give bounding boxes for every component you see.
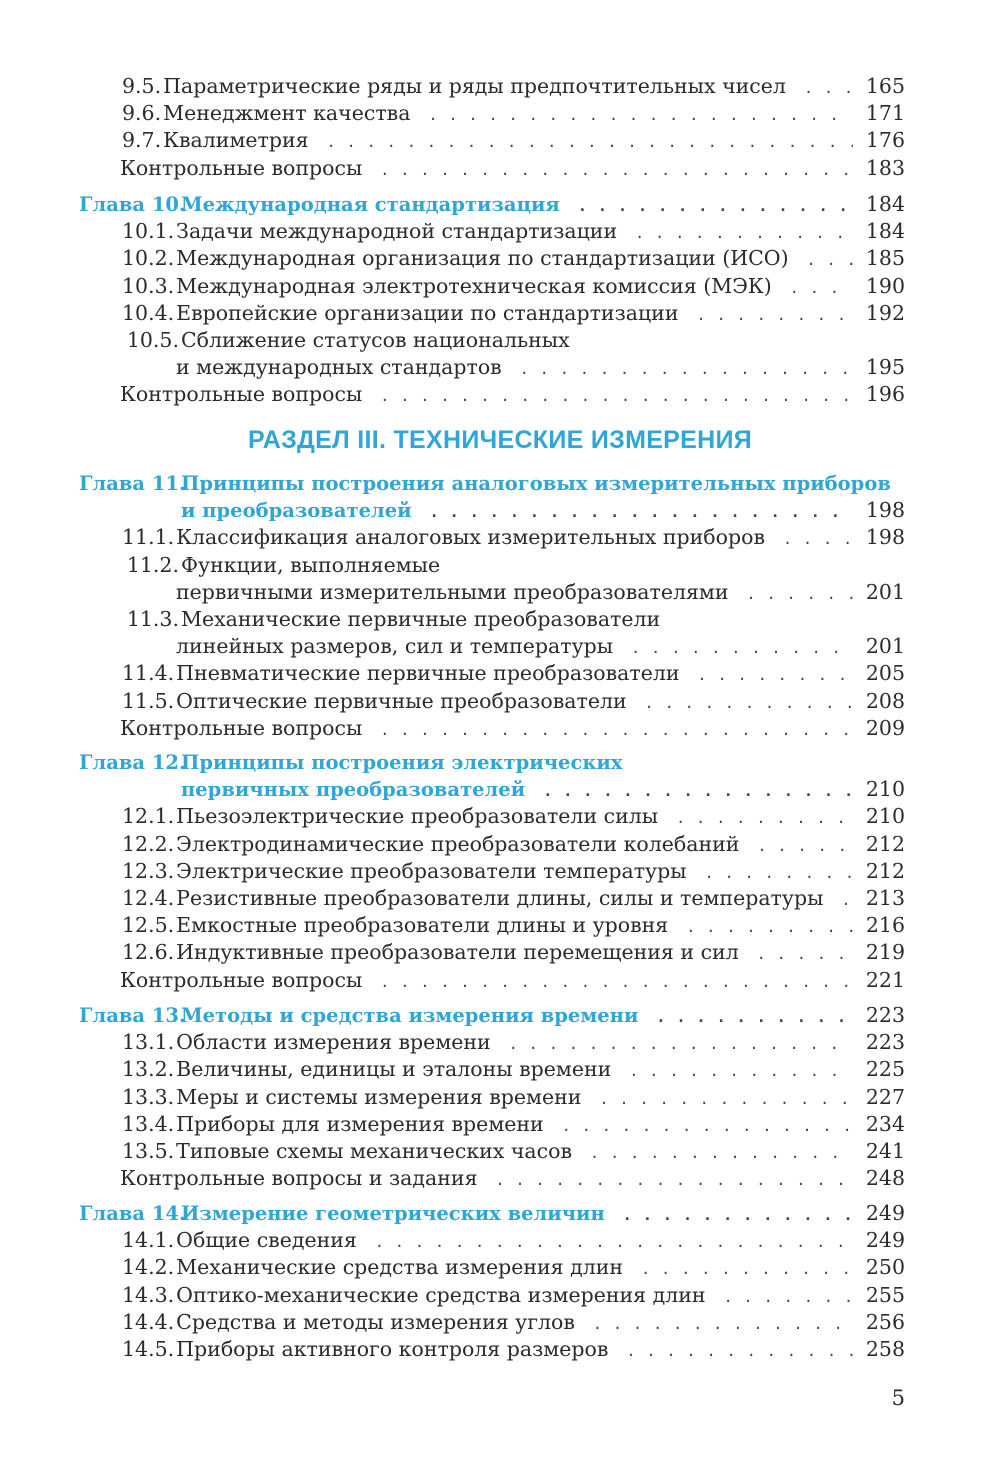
toc-entry[interactable] bbox=[0, 552, 1000, 579]
toc-entry[interactable] bbox=[0, 1111, 1000, 1138]
page-number: 219 bbox=[853, 939, 905, 966]
page-number: 258 bbox=[853, 1336, 905, 1363]
section-number: 14.3. bbox=[122, 1282, 175, 1307]
section-title: Контрольные вопросы bbox=[120, 155, 363, 180]
page-folio: 5 bbox=[891, 1386, 905, 1410]
section-title: Пьезоэлектрические преобразователи силы bbox=[176, 804, 659, 829]
toc-entry[interactable] bbox=[0, 1056, 1000, 1083]
toc-entry[interactable] bbox=[0, 606, 1000, 633]
leader-dots bbox=[509, 1031, 891, 1058]
section-title: Контрольные вопросы bbox=[120, 715, 363, 740]
toc-entry[interactable] bbox=[0, 939, 1000, 966]
section-number: 9.6. bbox=[122, 101, 162, 126]
toc-entry[interactable] bbox=[0, 1254, 1000, 1281]
page-number: 184 bbox=[853, 191, 905, 218]
page-number: 201 bbox=[853, 579, 905, 606]
section-number: 12.4. bbox=[122, 885, 175, 910]
toc-entry[interactable] bbox=[0, 300, 1000, 327]
leader-dots bbox=[623, 1202, 891, 1229]
section-number: 14.1. bbox=[122, 1228, 175, 1253]
page-number: 241 bbox=[853, 1138, 905, 1165]
section-number: 12.3. bbox=[122, 858, 175, 883]
leader-dots bbox=[599, 1086, 891, 1113]
section-number: 11.5. bbox=[122, 688, 175, 713]
page-number: 208 bbox=[853, 688, 905, 715]
section-title: Резистивные преобразователи длины, силы и температуры bbox=[176, 885, 824, 910]
chapter-heading[interactable] bbox=[0, 470, 1000, 497]
section-number: 12.6. bbox=[122, 940, 175, 965]
toc-entry[interactable] bbox=[0, 1282, 1000, 1309]
section-number: 11.3. bbox=[126, 606, 179, 631]
section-title: Менеджмент качества bbox=[163, 101, 411, 126]
page-number: 205 bbox=[853, 660, 905, 687]
chapter-number: Глава 11. bbox=[79, 472, 186, 495]
page-number: 212 bbox=[853, 858, 905, 885]
section-title: Контрольные вопросы bbox=[120, 382, 363, 407]
section-number: 13.4. bbox=[122, 1111, 175, 1136]
page-number: 184 bbox=[853, 218, 905, 245]
toc-entry[interactable] bbox=[0, 1138, 1000, 1165]
chapter-12 bbox=[0, 749, 1000, 994]
section-title: Величины, единицы и эталоны времени bbox=[176, 1057, 612, 1082]
page-number: 234 bbox=[853, 1111, 905, 1138]
page-number: 212 bbox=[853, 831, 905, 858]
page-number: 165 bbox=[853, 73, 905, 100]
section-title: Квалиметрия bbox=[163, 128, 309, 153]
leader-dots bbox=[380, 969, 891, 996]
chapter-heading[interactable] bbox=[0, 191, 1000, 218]
chapter-heading[interactable] bbox=[0, 1002, 1000, 1029]
leader-dots bbox=[593, 1311, 891, 1338]
page-number: 183 bbox=[853, 155, 905, 182]
chapter-title: Принципы построения аналоговых измерительных приборов bbox=[181, 472, 891, 495]
section-number: 11.2. bbox=[126, 552, 179, 577]
toc-entry[interactable] bbox=[0, 912, 1000, 939]
toc-entry[interactable] bbox=[0, 885, 1000, 912]
page-number: 225 bbox=[853, 1056, 905, 1083]
chapter-10 bbox=[0, 191, 1000, 409]
page-number: 227 bbox=[853, 1084, 905, 1111]
section-number: 11.4. bbox=[122, 661, 175, 686]
chapter-9-tail bbox=[0, 73, 1000, 182]
toc-entry[interactable] bbox=[0, 327, 1000, 354]
section-number: 11.1. bbox=[122, 525, 175, 550]
toc-entry-review-questions[interactable] bbox=[0, 1165, 1000, 1192]
leader-dots bbox=[520, 356, 891, 383]
chapter-number: Глава 14. bbox=[79, 1202, 186, 1225]
section-number: 10.2. bbox=[122, 246, 175, 271]
toc-entry[interactable] bbox=[0, 100, 1000, 127]
section-number: 9.7. bbox=[122, 128, 162, 153]
page-number: 249 bbox=[853, 1227, 905, 1254]
section-title-continued: линейных размеров, сил и температуры bbox=[176, 634, 614, 659]
section-title: Типовые схемы механических часов bbox=[176, 1138, 573, 1163]
toc-entry[interactable] bbox=[0, 1309, 1000, 1336]
section-number: 12.1. bbox=[122, 804, 175, 829]
section-title-continued: и международных стандартов bbox=[176, 355, 502, 380]
section-number: 10.3. bbox=[122, 273, 175, 298]
section-number: 10.4. bbox=[122, 300, 175, 325]
page-number: 216 bbox=[853, 912, 905, 939]
section-number: 13.2. bbox=[122, 1057, 175, 1082]
section-title: Пневматические первичные преобразователи bbox=[176, 661, 680, 686]
section-title: Оптические первичные преобразователи bbox=[176, 688, 627, 713]
page-number: 256 bbox=[853, 1309, 905, 1336]
section-title: Контрольные вопросы и задания bbox=[120, 1166, 478, 1191]
section-number: 12.2. bbox=[122, 831, 175, 856]
page-number: 209 bbox=[853, 715, 905, 742]
leader-dots bbox=[380, 383, 891, 410]
section-title: Задачи международной стандартизации bbox=[176, 219, 618, 244]
toc-entry[interactable] bbox=[0, 1336, 1000, 1363]
chapter-heading-continuation[interactable] bbox=[0, 497, 1000, 524]
page-number: 223 bbox=[853, 1002, 905, 1029]
chapter-14 bbox=[0, 1200, 1000, 1363]
page-number: 195 bbox=[853, 354, 905, 381]
page-number: 198 bbox=[853, 524, 905, 551]
leader-dots bbox=[327, 129, 891, 156]
chapter-title-continued: и преобразователей bbox=[181, 499, 412, 523]
page-number: 192 bbox=[853, 300, 905, 327]
toc-entry[interactable] bbox=[0, 273, 1000, 300]
section-number: 10.5. bbox=[126, 327, 179, 352]
chapter-heading-continuation[interactable] bbox=[0, 776, 1000, 803]
toc-entry-continuation[interactable] bbox=[0, 579, 1000, 606]
toc-entry[interactable] bbox=[0, 803, 1000, 830]
page-number: 248 bbox=[853, 1165, 905, 1192]
chapter-heading[interactable] bbox=[0, 749, 1000, 776]
section-title: Европейские организации по стандартизации bbox=[176, 300, 679, 325]
chapter-number: Глава 12. bbox=[79, 751, 186, 774]
section-number: 12.5. bbox=[122, 913, 175, 938]
page-number: 255 bbox=[853, 1282, 905, 1309]
page-number: 221 bbox=[853, 967, 905, 994]
toc-entry-continuation[interactable] bbox=[0, 633, 1000, 660]
section-title: Функции, выполняемые bbox=[181, 552, 441, 577]
page-number: 198 bbox=[853, 497, 905, 524]
toc-entry-review-questions[interactable] bbox=[0, 381, 1000, 408]
leader-dots bbox=[380, 717, 891, 744]
page-number: 213 bbox=[853, 885, 905, 912]
section-title: Международная организация по стандартизации (ИСО) bbox=[176, 246, 789, 271]
leader-dots bbox=[626, 1338, 891, 1365]
section-number: 14.5. bbox=[122, 1336, 175, 1361]
section-title: Механические средства измерения длин bbox=[176, 1255, 624, 1280]
section-number: 9.5. bbox=[122, 74, 162, 98]
chapter-number: Глава 10. bbox=[79, 193, 186, 216]
chapter-title: Принципы построения электрических bbox=[181, 751, 623, 774]
section-title: Общие сведения bbox=[176, 1228, 357, 1253]
chapter-title: Методы и средства измерения времени bbox=[181, 1004, 639, 1027]
section-title-continued: первичными измерительными преобразователями bbox=[176, 579, 729, 604]
leader-dots bbox=[562, 1113, 891, 1140]
leader-dots bbox=[430, 499, 891, 526]
chapter-heading[interactable] bbox=[0, 1200, 1000, 1227]
leader-dots bbox=[578, 193, 891, 220]
section-title: Оптико-механические средства измерения длин bbox=[176, 1282, 706, 1307]
leader-dots bbox=[496, 1167, 892, 1194]
page-number: 196 bbox=[853, 381, 905, 408]
section-title: Приборы активного контроля размеров bbox=[176, 1336, 609, 1361]
leader-dots bbox=[428, 102, 891, 129]
section-title: Параметрические ряды и ряды предпочтительных чисел bbox=[163, 74, 786, 98]
toc-entry[interactable] bbox=[0, 73, 1000, 100]
toc-entry[interactable] bbox=[0, 660, 1000, 687]
section-title: Международная электротехническая комиссия (МЭК) bbox=[176, 273, 772, 298]
section-title: Контрольные вопросы bbox=[120, 967, 363, 992]
leader-dots bbox=[543, 778, 891, 805]
leader-dots bbox=[590, 1140, 891, 1167]
page-number: 250 bbox=[853, 1254, 905, 1281]
chapter-number: Глава 13. bbox=[79, 1004, 186, 1027]
section-number: 13.5. bbox=[122, 1138, 175, 1163]
page-number: 185 bbox=[853, 245, 905, 272]
page-number: 210 bbox=[853, 776, 905, 803]
leader-dots bbox=[629, 1058, 891, 1085]
section-number: 13.1. bbox=[122, 1030, 175, 1055]
toc-entry-review-questions[interactable] bbox=[0, 155, 1000, 182]
section-title: Механические первичные преобразователи bbox=[181, 606, 661, 631]
section-number: 10.1. bbox=[122, 219, 175, 244]
chapter-title: Измерение геометрических величин bbox=[181, 1202, 605, 1225]
leader-dots bbox=[380, 157, 891, 184]
section-number: 14.2. bbox=[122, 1255, 175, 1280]
section-title: Приборы для измерения времени bbox=[176, 1111, 544, 1136]
section-title: Электродинамические преобразователи колебаний bbox=[176, 831, 740, 856]
section-title: Классификация аналоговых измерительных приборов bbox=[176, 525, 765, 550]
toc-entry[interactable] bbox=[0, 1084, 1000, 1111]
chapter-13 bbox=[0, 1002, 1000, 1192]
section-title: Сближение статусов национальных bbox=[181, 327, 570, 352]
part-heading: РАЗДЕЛ III. ТЕХНИЧЕСКИЕ ИЗМЕРЕНИЯ bbox=[247, 426, 753, 454]
page-number: 201 bbox=[853, 633, 905, 660]
chapter-title-continued: первичных преобразователей bbox=[181, 778, 526, 802]
toc-entry[interactable] bbox=[0, 1029, 1000, 1056]
page-number: 210 bbox=[853, 803, 905, 830]
section-title: Электрические преобразователи температуры bbox=[176, 858, 687, 883]
toc-entry-continuation[interactable] bbox=[0, 354, 1000, 381]
toc-entry[interactable] bbox=[0, 1227, 1000, 1254]
toc-entry[interactable] bbox=[0, 245, 1000, 272]
leader-dots bbox=[375, 1229, 891, 1256]
section-number: 13.3. bbox=[122, 1084, 175, 1109]
chapter-11 bbox=[0, 470, 1000, 742]
section-title: Области измерения времени bbox=[176, 1030, 491, 1055]
page-number: 176 bbox=[853, 127, 905, 154]
toc-entry[interactable] bbox=[0, 858, 1000, 885]
toc-entry-review-questions[interactable] bbox=[0, 715, 1000, 742]
section-title: Емкостные преобразователи длины и уровня bbox=[176, 913, 669, 938]
chapter-title: Международная стандартизация bbox=[181, 193, 560, 216]
section-number: 14.4. bbox=[122, 1309, 175, 1334]
page-number: 171 bbox=[853, 100, 905, 127]
toc-entry[interactable] bbox=[0, 688, 1000, 715]
section-title: Индуктивные преобразователи перемещения и сил bbox=[176, 940, 739, 965]
toc-entry[interactable] bbox=[0, 524, 1000, 551]
toc-entry[interactable] bbox=[0, 127, 1000, 154]
section-title: Меры и системы измерения времени bbox=[176, 1084, 582, 1109]
toc-entry-review-questions[interactable] bbox=[0, 967, 1000, 994]
section-title: Средства и методы измерения углов bbox=[176, 1309, 575, 1334]
toc-entry[interactable] bbox=[0, 831, 1000, 858]
page-number: 223 bbox=[853, 1029, 905, 1056]
page-number: 190 bbox=[853, 273, 905, 300]
page-number: 249 bbox=[853, 1200, 905, 1227]
toc-entry[interactable] bbox=[0, 218, 1000, 245]
